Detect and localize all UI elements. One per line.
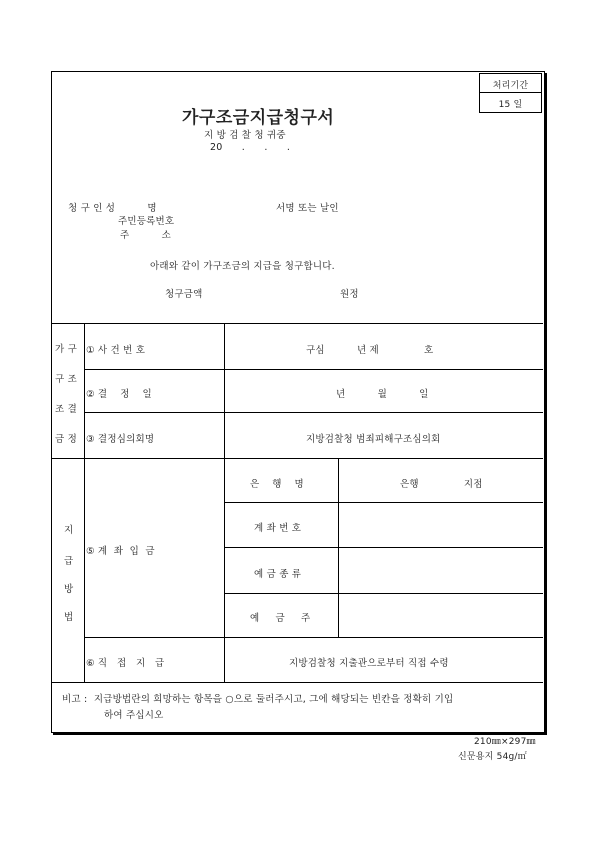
determination-side-4: 금 정 (55, 434, 77, 445)
case-number-value: 구심 년 제 호 (306, 345, 434, 356)
direct-payment-label: ⑥ 직 접 지 급 (86, 658, 165, 669)
paper-size-note: 210㎜×297㎜ (474, 737, 536, 747)
determination-side-2: 구 조 (55, 374, 77, 385)
table-top-line (52, 323, 543, 324)
payment-side-1: 지 (64, 525, 74, 536)
bank-name-label: 은 행 명 (250, 479, 304, 490)
account-number-label: 계 좌 번 호 (254, 523, 302, 534)
signature-label: 서명 또는 날인 (276, 203, 339, 214)
paper-type-note: 신문용지 54g/㎡ (458, 752, 527, 762)
claim-amount-unit: 원정 (340, 289, 359, 300)
claimant-name-label: 청 구 인 성 명 (68, 203, 157, 214)
account-deposit-label: ⑤ 계 좌 입 금 (86, 546, 155, 557)
remarks-line-1: 비고 : 지급방법란의 희망하는 항목을 ○으로 둘러주시고, 그에 해당되는 빈칸을 정확히 기입 (62, 694, 454, 705)
council-name-label: ③ 결정심의회명 (86, 434, 155, 445)
remarks-line-2: 하여 주십시오 (104, 710, 164, 721)
addressee: 지 방 검 찰 청 귀중 (204, 130, 286, 141)
date-line: 20 . . . (210, 142, 291, 153)
request-statement: 아래와 같이 가구조금의 지급을 청구합니다. (150, 261, 335, 272)
decision-date-value: 년 월 일 (336, 389, 429, 400)
payment-side-2: 급 (64, 556, 74, 567)
case-number-label: ① 사 건 번 호 (86, 345, 146, 356)
processing-period-value: 15 일 (498, 100, 523, 110)
bank-name-value: 은행 지점 (400, 479, 483, 490)
address-label: 주 소 (120, 230, 171, 241)
resident-number-label: 주민등록번호 (118, 216, 175, 227)
determination-side-3: 조 결 (55, 404, 77, 415)
payment-side-3: 방 (64, 584, 74, 595)
council-name-value: 지방검찰청 범죄피해구조심의회 (306, 434, 441, 445)
payment-side-4: 법 (64, 612, 74, 623)
form-title: 가구조금지급청구서 (182, 108, 335, 128)
account-holder-label: 예 금 주 (250, 613, 311, 624)
form-frame (51, 71, 545, 733)
direct-payment-value: 지방검찰청 지출관으로부터 직접 수령 (289, 658, 449, 669)
deposit-type-label: 예 금 종 류 (254, 569, 302, 580)
claim-amount-label: 청구금액 (165, 289, 203, 300)
decision-date-label: ② 결 정 일 (86, 389, 152, 400)
processing-period-box (479, 73, 542, 113)
determination-side-1: 가 구 (55, 344, 77, 355)
processing-period-label: 처리기간 (492, 81, 529, 91)
